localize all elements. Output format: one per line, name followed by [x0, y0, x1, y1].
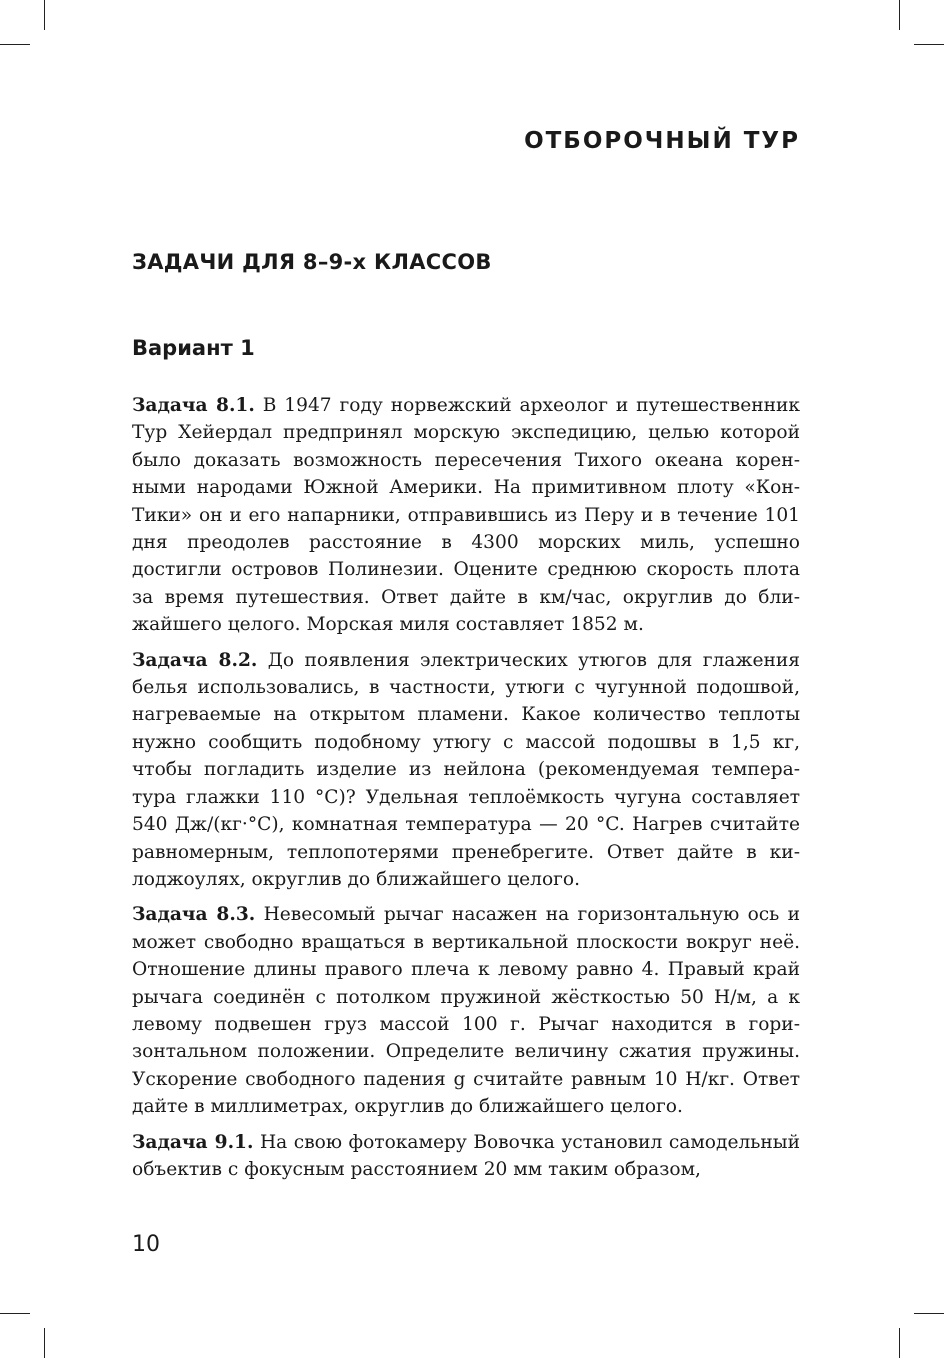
problem-text: На свою фотокамеру Вовочка установил самодельный объектив с фокусным расстоянием 20 мм таким образом,	[132, 1131, 800, 1180]
crop-mark-top-right	[899, 0, 900, 30]
crop-mark-top-right-h	[914, 44, 944, 45]
crop-mark-bottom-right	[899, 1328, 900, 1358]
crop-mark-bottom-left	[44, 1328, 45, 1358]
page-number: 10	[132, 1232, 160, 1257]
variant-title: Вариант 1	[132, 336, 255, 360]
problem-label: Задача 8.3.	[132, 904, 256, 926]
chapter-title: ОТБОРОЧНЫЙ ТУР	[524, 128, 800, 154]
problem-list	[132, 392, 800, 1191]
problem-text: До появления электрических утюгов для глажения белья использовались, в частности, утюги с чугунной подошвой, нагреваемые на открытом пламени. Какое количество теплоты нужно сообщить подобному утюгу с массой подошвы в 1,5 кг, чтобы погладить изделие из нейлона (рекомендуемая температура глажки 110 °C)? Удельная теплоёмкость чугуна составляет 540 Дж/(кг·°C), комнатная температура — 20 °C. Нагрев считайте равномерным, теплопотерями пренебрегите. Ответ дайте в килоджоулях, округлив до ближайшего целого.	[132, 649, 800, 890]
problem-label: Задача 8.2.	[132, 649, 258, 671]
section-title: ЗАДАЧИ ДЛЯ 8–9-х КЛАССОВ	[132, 250, 492, 274]
problem-label: Задача 8.1.	[132, 395, 255, 416]
problem-text: Невесомый рычаг насажен на горизонтальную ось и может свободно вращаться в вертикальной плоскости вокруг неё. Отношение длины правого плеча к левому равно 4. Правый край рычага соединён с потолком пружиной жёсткостью 50 Н/м, а к левому подвешен груз массой 100 г. Рычаг находится в горизонтальном положении. Определите величину сжатия пружины. Ускорение свободного падения g считайте равным 10 Н/кг. Ответ дайте в миллиметрах, округлив до ближайшего целого.	[132, 904, 800, 1118]
problem-9-1	[132, 1129, 800, 1184]
crop-mark-top-left-h	[0, 44, 30, 45]
problem-text: В 1947 году норвежский археолог и путешественник Тур Хейердал предпринял морскую экспедицию, целью которой было доказать возможность пересечения Тихого океана коренными народами Южной Америки. На примитивном плоту «Кон-Тики» он и его напарники, отправившись из Перу и в течение 101 дня преодолев расстояние в 4300 морских миль, успешно достигли островов Полинезии. Оцените среднюю скорость плота за время путешествия. Ответ дайте в км/час, округлив до ближайшего целого. Морская миля составляет 1852 м.	[132, 395, 800, 636]
crop-mark-top-left	[44, 0, 45, 30]
problem-label: Задача 9.1.	[132, 1131, 254, 1153]
problem-8-1	[132, 392, 800, 639]
problem-8-2	[132, 647, 800, 894]
crop-mark-bottom-right-h	[914, 1313, 944, 1314]
crop-mark-bottom-left-h	[0, 1313, 30, 1314]
problem-8-3	[132, 901, 800, 1120]
